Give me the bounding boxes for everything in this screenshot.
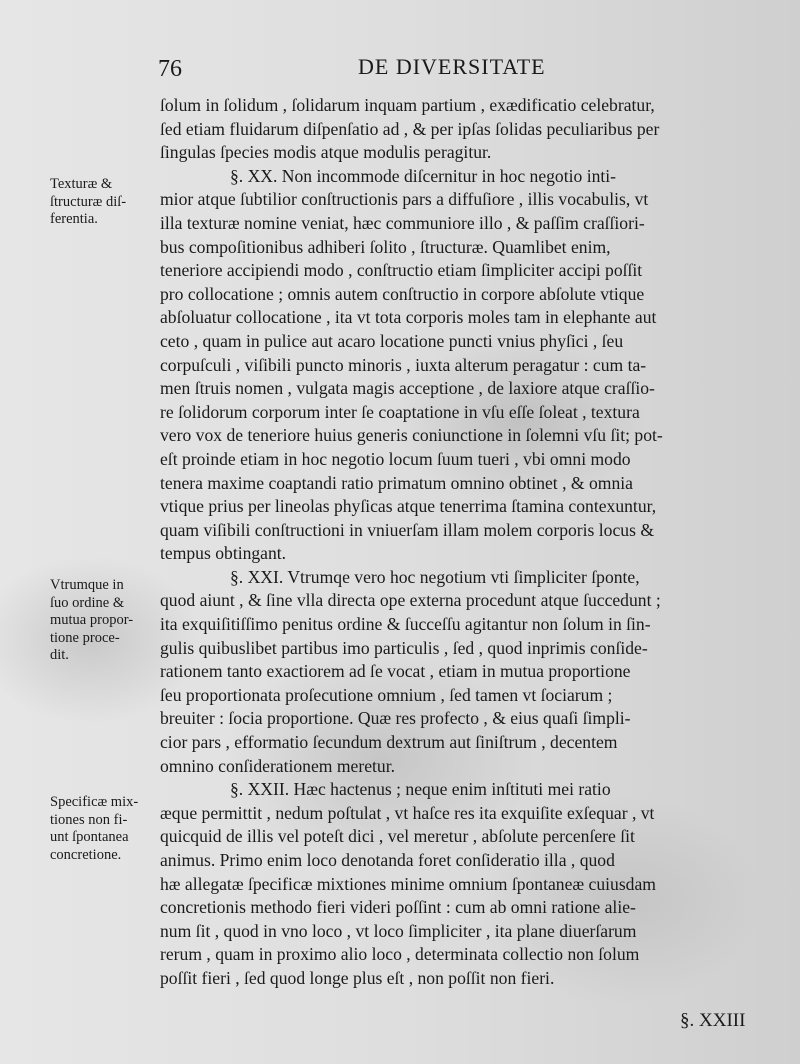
margin-note-line: Vtrumque in: [50, 577, 124, 593]
section-heading-line: §. XX. Non incommode diſcernitur in hoc negotio inti-: [230, 165, 617, 186]
text-line: rerum , quam in proximo alio loco , determinata collectio non ſolum: [160, 944, 640, 965]
text-line: rationem tanto exactiorem ad ſe vocat , etiam in mutua proportione: [160, 661, 631, 682]
text-line: poſſit fieri , ſed quod longe plus eſt , non poſſit non fieri.: [160, 967, 555, 988]
text-line: ita exquiſitiſſimo penitus ordine & ſucceſſu agitantur non ſolum in ſin-: [160, 614, 651, 635]
margin-note-order: [50, 577, 162, 665]
text-line: quod aiunt , & ſine vlla directa ope externa procedunt atque ſuccedunt ;: [160, 590, 661, 611]
text-line: mior atque ſubtilior conſtructionis pars a diffuſiore , illis vocabulis, vt: [160, 189, 649, 210]
margin-note-line: Texturæ &: [50, 176, 113, 192]
margin-note-line: Specificæ mix-: [50, 794, 139, 810]
text-line: teneriore accipiendi modo , conſtructio etiam ſimpliciter accipi poſſit: [160, 260, 643, 281]
margin-note-line: ſtructuræ diſ-: [50, 193, 127, 210]
text-line: ſeu proportionata proſecutione omnium , ſed tamen vt ſociarum ;: [160, 684, 613, 705]
margin-note-line: tiones non fi-: [50, 811, 128, 828]
text-line: vtique prius per lineolas phyſicas atque tenerrima ſtamina contexuntur,: [160, 496, 657, 517]
text-line: ſolum in ſolidum , ſolidarum inquam partium , exædificatio celebratur,: [160, 95, 655, 115]
text-line: ceto , quam in pulice aut acaro locatione puncti vnius phyſici , ſeu: [160, 330, 624, 351]
margin-note-line: ferentia.: [50, 211, 98, 227]
text-line: concretionis methodo fieri videri poſſint : cum ab omni ratione alie-: [160, 897, 636, 918]
margin-note-line: mutua propor-: [50, 612, 134, 628]
text-line: eſt proinde etiam in hoc negotio locum ſuum tueri , vbi omni modo: [160, 448, 631, 469]
text-line: tenera maxime coaptandi ratio primatum omnino obtinet , & omnia: [160, 472, 633, 493]
text-line: hæ allegatæ ſpecificæ mixtiones minime omnium ſpontaneæ cuiusdam: [160, 873, 656, 894]
text-line: breuiter : ſocia proportione. Quæ res profecto , & eius quaſi ſimpli-: [160, 708, 631, 729]
text-line: ſingulas ſpecies modis atque modulis peragitur.: [160, 142, 492, 163]
text-line: vero vox de teneriore huius generis coniunctione in ſolemni vſu ſit; pot-: [160, 425, 663, 446]
margin-note-line: dit.: [50, 647, 69, 663]
text-line: cior pars , efformatio ſecundum dextrum aut ſiniſtrum , decentem: [160, 732, 618, 753]
margin-note-mixtures: [50, 794, 162, 864]
text-line: quam viſibili conſtructioni in vniuerſam illam molem corporis locus &: [160, 519, 655, 540]
section-heading-line: §. XXII. Hæc hactenus ; neque enim inſtituti mei ratio: [230, 779, 611, 800]
text-line: omnino conſiderationem meretur.: [160, 755, 396, 776]
margin-note-line: concretione.: [50, 846, 122, 863]
text-line: num ſit , quod in vno loco , vt loco ſimpliciter , ita plane diuerſarum: [160, 920, 637, 941]
text-line: gulis quibuslibet partibus imo particulis , ſed , quod inprimis conſide-: [160, 637, 648, 658]
text-line: animus. Primo enim loco denotanda foret conſideratio illa , quod: [160, 850, 615, 870]
text-line: corpuſculi , viſibili puncto minoris , iuxta alterum peragatur : cum ta-: [160, 354, 647, 375]
text-line: pro collocatione ; omnis autem conſtructio in corpore abſolute vtique: [160, 283, 645, 304]
text-line: re ſolidorum corporum inter ſe coaptatione in vſu eſſe ſoleat , textura: [160, 401, 640, 422]
running-head: DE DIVERSITATE: [358, 54, 546, 79]
text-line: tempus obtingant.: [160, 543, 287, 564]
text-line: æque permittit , nedum poſtulat , vt haſce res ita exquiſite exſequar , vt: [160, 802, 655, 823]
margin-note-texture: [50, 176, 162, 229]
body-text: [160, 94, 758, 991]
margin-note-line: unt ſpontanea: [50, 829, 129, 845]
text-line: illa texturæ nomine veniat, hæc communiore illo , & paſſim craſſiori-: [160, 212, 645, 233]
margin-note-line: tione proce-: [50, 629, 120, 646]
section-heading-line: §. XXI. Vtrumqe vero hoc negotium vti ſimpliciter ſponte,: [230, 566, 640, 587]
catchword: §. XXIII: [680, 1010, 746, 1031]
text-line: abſoluatur collocatione , ita vt tota corporis moles tam in elephante aut: [160, 307, 657, 328]
page-number: 76: [158, 56, 182, 82]
text-line: men ſtruis nomen , vulgata magis acceptione , de laxiore atque craſſio-: [160, 378, 655, 399]
text-line: quicquid de illis vel poteſt dici , vel meretur , abſolute percenſere ſit: [160, 826, 635, 847]
margin-note-line: ſuo ordine &: [50, 594, 125, 611]
text-line: bus compoſitionibus adhiberi ſolito , ſtructuræ. Quamlibet enim,: [160, 236, 611, 257]
text-line: ſed etiam fluidarum diſpenſatio ad , & per ipſas ſolidas peculiaribus per: [160, 118, 660, 139]
